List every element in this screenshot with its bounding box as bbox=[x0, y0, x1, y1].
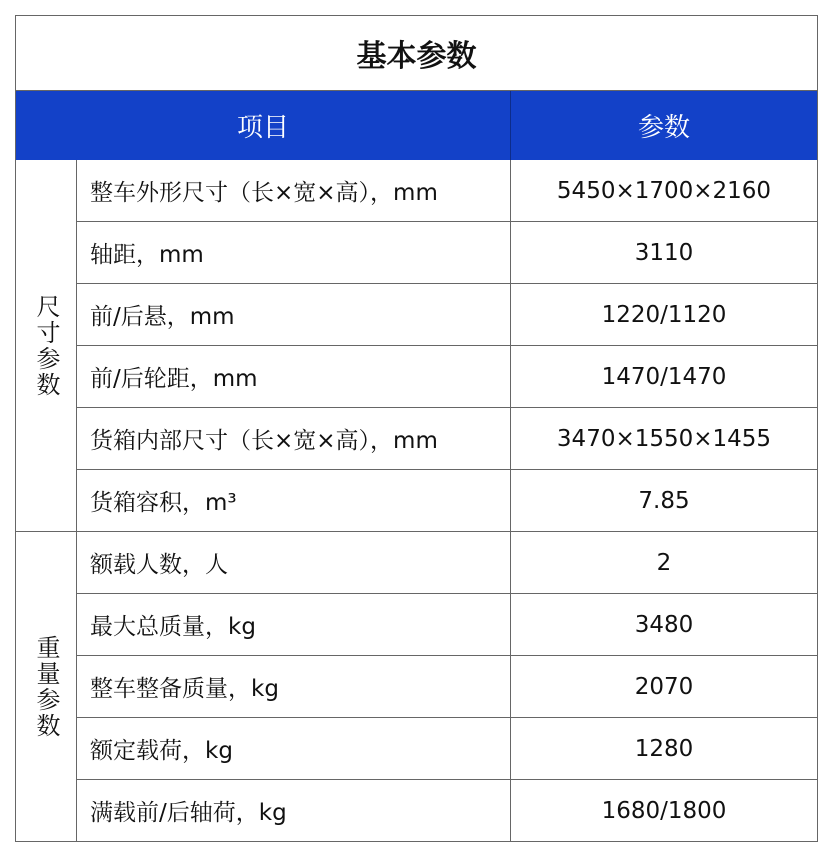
spec-table bbox=[15, 15, 818, 842]
row-value: 1280 bbox=[634, 735, 694, 762]
group-weight bbox=[16, 532, 77, 841]
row-name: 整车整备质量，kg bbox=[77, 656, 511, 717]
row-value: 7.85 bbox=[638, 487, 690, 514]
table-row bbox=[77, 780, 817, 841]
row-value: 5450×1700×2160 bbox=[556, 177, 772, 204]
table-row bbox=[77, 160, 817, 222]
row-name: 货箱容积，m³ bbox=[77, 470, 511, 531]
row-value: 1220/1120 bbox=[601, 301, 727, 328]
table-row bbox=[77, 532, 817, 594]
row-name: 额载人数，人 bbox=[77, 532, 511, 593]
table-row bbox=[77, 222, 817, 284]
row-name: 前/后悬，mm bbox=[77, 284, 511, 345]
row-name: 轴距，mm bbox=[77, 222, 511, 283]
group-label: 尺寸参数 bbox=[32, 293, 60, 398]
table-row bbox=[77, 594, 817, 656]
row-name: 整车外形尺寸（长×宽×高），mm bbox=[77, 160, 511, 221]
row-value: 3470×1550×1455 bbox=[556, 425, 772, 452]
table-row bbox=[77, 408, 817, 470]
header-item: 项目 bbox=[16, 91, 511, 160]
table-title: 基本参数 bbox=[16, 16, 817, 91]
row-value: 2070 bbox=[634, 673, 694, 700]
table-row bbox=[77, 656, 817, 718]
row-value: 3110 bbox=[634, 239, 694, 266]
group-label: 重量参数 bbox=[32, 634, 60, 739]
row-value: 3480 bbox=[634, 611, 694, 638]
header-param: 参数 bbox=[637, 113, 690, 143]
table-row bbox=[77, 284, 817, 346]
group-dimension bbox=[16, 160, 77, 532]
row-name: 额定载荷，kg bbox=[77, 718, 511, 779]
row-name: 前/后轮距，mm bbox=[77, 346, 511, 407]
row-value: 2 bbox=[656, 549, 672, 576]
table-row bbox=[77, 470, 817, 532]
table-header bbox=[16, 91, 817, 160]
row-value: 1680/1800 bbox=[601, 797, 727, 824]
table-row bbox=[77, 718, 817, 780]
row-value: 1470/1470 bbox=[601, 363, 727, 390]
row-name: 满载前/后轴荷，kg bbox=[77, 780, 511, 841]
row-name: 最大总质量，kg bbox=[77, 594, 511, 655]
row-name: 货箱内部尺寸（长×宽×高），mm bbox=[77, 408, 511, 469]
table-row bbox=[77, 346, 817, 408]
